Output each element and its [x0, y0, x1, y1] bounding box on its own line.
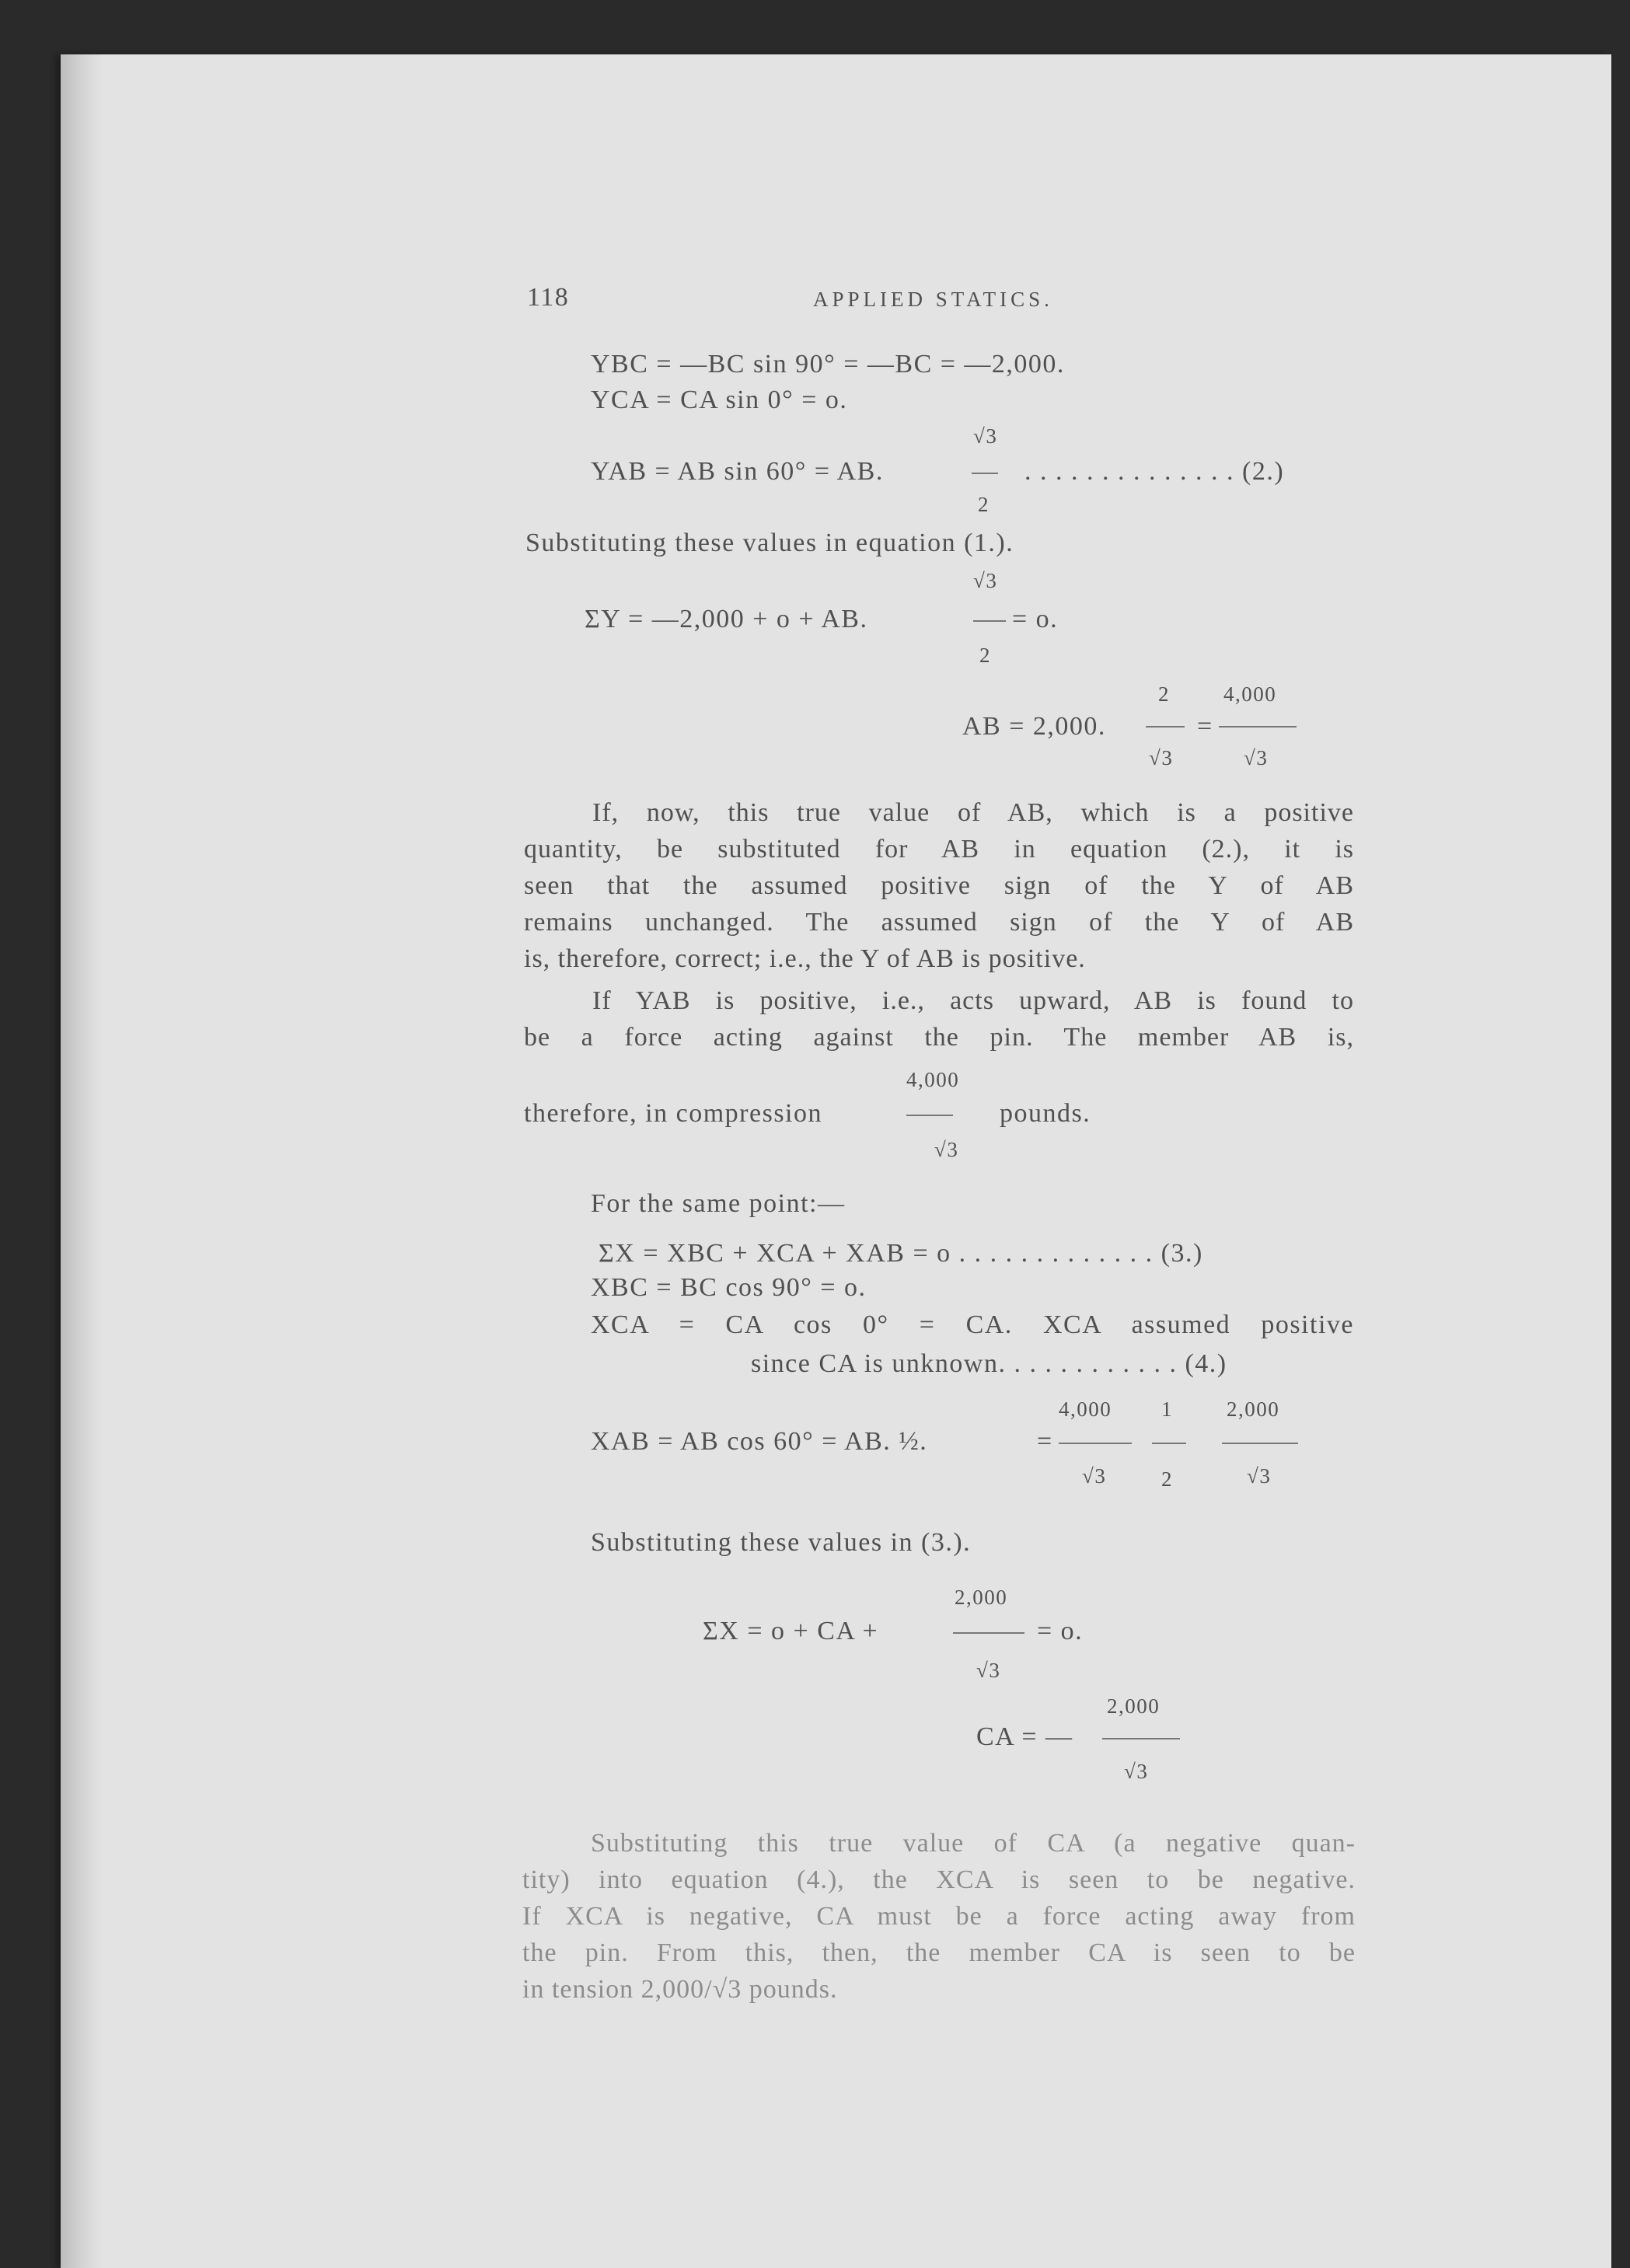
ab-f1-bar — [1146, 726, 1185, 728]
para1-line: quantity, be substituted for AB in equation (2.), it is — [524, 835, 1354, 864]
eq-yab-den: 2 — [978, 493, 990, 516]
para3-line: the pin. From this, then, the member CA is seen to be — [522, 1938, 1356, 1967]
compression-num: 4,000 — [906, 1068, 960, 1091]
eq-xca-cont: since CA is unknown. . . . . . . . . . . . (4.) — [751, 1349, 1227, 1378]
paragraph-ca-tension — [522, 1825, 1356, 2008]
xab-f2-bar — [1152, 1443, 1186, 1444]
sumx2-den: √3 — [976, 1659, 1001, 1682]
para3-line: in tension 2,000/√3 pounds. — [522, 1975, 838, 2004]
running-title: APPLIED STATICS. — [813, 288, 1053, 311]
para1-line: remains unchanged. The assumed sign of the Y of AB — [524, 908, 1354, 937]
para3-line: Substituting this true value of CA (a negative quan- — [591, 1829, 1356, 1858]
eq-ybc: YBC = —BC sin 90° = —BC = —2,000. — [591, 350, 1065, 379]
xab-f2-den: 2 — [1161, 1467, 1173, 1491]
para2-line: be a force acting against the pin. The member AB is, — [524, 1023, 1354, 1052]
para3-line: If XCA is negative, CA must be a force acting away from — [522, 1902, 1356, 1931]
eq-yab-num: √3 — [973, 424, 998, 448]
xab-f3-num: 2,000 — [1227, 1397, 1280, 1421]
eq-yab-bar — [972, 473, 998, 474]
page-edge — [61, 54, 104, 2268]
sumy-rhs: = o. — [1012, 605, 1059, 633]
para1-line: seen that the assumed positive sign of the Y of AB — [524, 871, 1354, 900]
eq-xbc: XBC = BC cos 90° = o. — [591, 1273, 867, 1302]
eq-yca: YCA = CA sin 0° = o. — [591, 386, 848, 414]
sumy-eq: ΣY = —2,000 + o + AB. — [585, 605, 868, 633]
para3-line: tity) into equation (4.), the XCA is seen to be negative. — [522, 1865, 1356, 1894]
ca-num: 2,000 — [1107, 1694, 1161, 1718]
ab-eq: AB = 2,000. — [962, 712, 1106, 741]
sumx2-num: 2,000 — [955, 1586, 1008, 1609]
sumx2-bar — [953, 1632, 1024, 1634]
compression-line: therefore, in compression — [524, 1099, 822, 1128]
ca-den: √3 — [1124, 1760, 1149, 1783]
subst-line-1: Substituting these values in equation (1.). — [525, 529, 1014, 557]
compression-rhs: pounds. — [1000, 1099, 1091, 1128]
sumy-den: 2 — [979, 644, 991, 667]
xab-f1-bar — [1059, 1443, 1132, 1444]
eq-xab: XAB = AB cos 60° = AB. ½. — [591, 1427, 928, 1456]
xab-eq-sign: = — [1037, 1427, 1053, 1456]
xab-f1-num: 4,000 — [1059, 1397, 1112, 1421]
eq-sumx: ΣX = XBC + XCA + XAB = o . . . . . . . . . . . . . (3.) — [599, 1239, 1203, 1268]
eq-yab-dots: . . . . . . . . . . . . . . (2.) — [1024, 457, 1285, 486]
xab-f1-den: √3 — [1082, 1464, 1107, 1488]
ca-eq: CA = — — [976, 1722, 1073, 1751]
sumx2-rhs: = o. — [1037, 1617, 1084, 1645]
compression-bar — [906, 1115, 953, 1116]
ca-bar — [1102, 1738, 1180, 1739]
ab-f2-num: 4,000 — [1223, 682, 1277, 706]
ab-f1-den: √3 — [1149, 746, 1174, 769]
para1-line: is, therefore, correct; i.e., the Y of AB is positive. — [524, 944, 1086, 973]
ab-f2-bar — [1219, 726, 1297, 728]
sumy-bar — [973, 620, 1006, 622]
paragraph-ab-compression — [524, 982, 1354, 1055]
para2-line: If YAB is positive, i.e., acts upward, AB is found to — [592, 986, 1354, 1015]
page-number: 118 — [527, 283, 570, 312]
eq-xca: XCA = CA cos 0° = CA. XCA assumed positive — [591, 1310, 1354, 1339]
xab-f2-num: 1 — [1161, 1397, 1173, 1421]
xab-f3-den: √3 — [1247, 1464, 1272, 1488]
paragraph-ab-positive — [524, 794, 1354, 977]
subst-line-2: Substituting these values in (3.). — [591, 1528, 972, 1557]
eq-yab: YAB = AB sin 60° = AB. — [591, 457, 884, 486]
ab-f2-den: √3 — [1244, 746, 1269, 769]
sumx2-eq: ΣX = o + CA + — [703, 1617, 879, 1645]
sumy-num: √3 — [973, 569, 998, 592]
ab-f1-num: 2 — [1158, 682, 1170, 706]
para1-line: If, now, this true value of AB, which is a positive — [592, 798, 1354, 827]
xab-f3-bar — [1222, 1443, 1298, 1444]
compression-den: √3 — [934, 1138, 959, 1161]
same-point: For the same point:— — [591, 1189, 846, 1218]
ab-eq-sign: = — [1197, 712, 1213, 741]
